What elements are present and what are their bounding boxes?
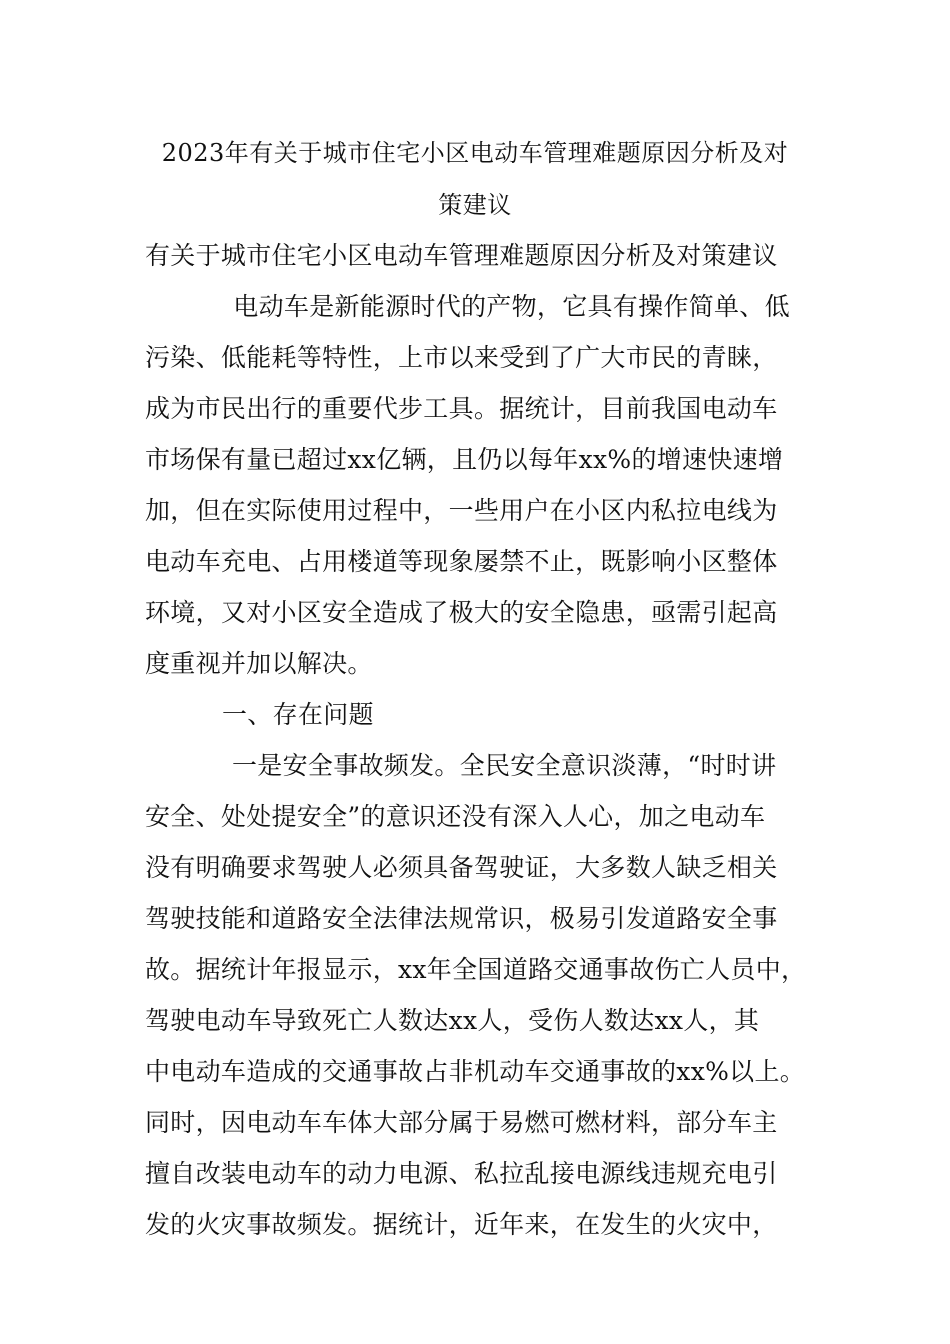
body-line: 污染、低能耗等特性，上市以来受到了广大市民的青睐， [145, 343, 778, 372]
document-title-line-1: 2023年有关于城市住宅小区电动车管理难题原因分析及对 [161, 139, 789, 167]
body-line: 环境，又对小区安全造成了极大的安全隐患，亟需引起高 [145, 598, 778, 627]
document-title-line-2: 策建议 [438, 191, 512, 219]
document-subtitle: 有关于城市住宅小区电动车管理难题原因分析及对策建议 [145, 241, 778, 270]
body-line: 市场保有量已超过xx亿辆，且仍以每年xx%的增速快速增 [145, 445, 784, 474]
body-line: 中电动车造成的交通事故占非机动车交通事故的xx%以上。 [145, 1057, 806, 1086]
body-line: 同时，因电动车车体大部分属于易燃可燃材料，部分车主 [145, 1108, 778, 1137]
body-line: 度重视并加以解决。 [145, 649, 373, 678]
body-line: 发的火灾事故频发。据统计，近年来，在发生的火灾中， [145, 1210, 778, 1239]
body-line: 电动车充电、占用楼道等现象屡禁不止，既影响小区整体 [145, 547, 778, 576]
body-line: 驾驶电动车导致死亡人数达xx人，受伤人数达xx人，其 [145, 1006, 760, 1035]
body-line: 没有明确要求驾驶人必须具备驾驶证，大多数人缺乏相关 [145, 853, 778, 882]
body-line: 故。据统计年报显示，xx年全国道路交通事故伤亡人员中， [145, 955, 807, 984]
section-heading: 一、存在问题 [222, 700, 374, 729]
body-line: 成为市民出行的重要代步工具。据统计，目前我国电动车 [145, 394, 778, 423]
body-line: 一是安全事故频发。全民安全意识淡薄，“时时讲 [232, 751, 777, 780]
body-line: 安全、处处提安全”的意识还没有深入人心，加之电动车 [145, 802, 766, 831]
body-line: 电动车是新能源时代的产物，它具有操作简单、低 [208, 292, 790, 321]
body-line: 加，但在实际使用过程中，一些用户在小区内私拉电线为 [145, 496, 778, 525]
body-line: 驾驶技能和道路安全法律法规常识，极易引发道路安全事 [145, 904, 778, 933]
body-line: 擅自改装电动车的动力电源、私拉乱接电源线违规充电引 [145, 1159, 778, 1188]
